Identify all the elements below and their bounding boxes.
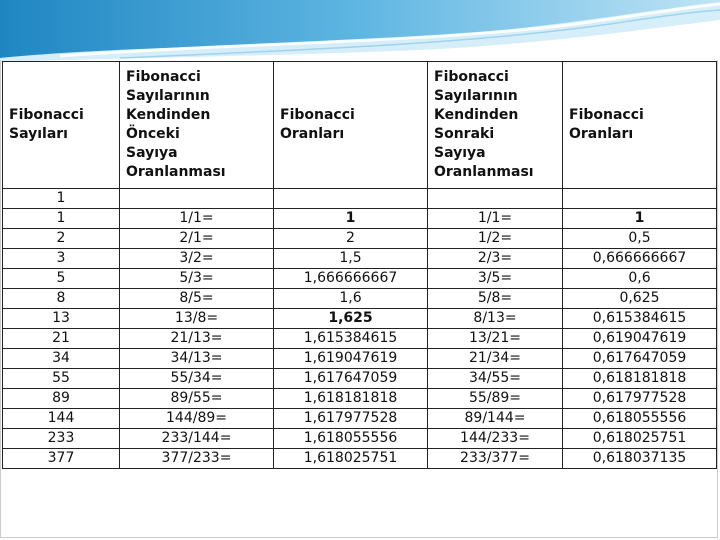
header-line: Önceki [126, 126, 180, 142]
cell-ratio-previous-value: 1,617977528 [274, 409, 428, 429]
cell-ratio-previous-expr: 377/233= [120, 449, 274, 469]
cell-fibonacci-number: 377 [3, 449, 120, 469]
table-row [3, 229, 717, 249]
table-row [3, 289, 717, 309]
cell-ratio-next-expr: 2/3= [428, 249, 563, 269]
header-line: Sayıya [434, 145, 486, 161]
cell-fibonacci-number: 144 [3, 409, 120, 429]
table-row [3, 349, 717, 369]
table-row [3, 409, 717, 429]
cell-ratio-next-value: 0,6 [563, 269, 717, 289]
cell-ratio-previous-value: 1,6 [274, 289, 428, 309]
cell-ratio-previous-expr: 34/13= [120, 349, 274, 369]
cell-ratio-previous-value: 1,618181818 [274, 389, 428, 409]
cell-ratio-previous-value: 1,5 [274, 249, 428, 269]
cell-ratio-next-value: 0,5 [563, 229, 717, 249]
header-line: Sayıya [126, 145, 178, 161]
header-fibonacci-ratios-2 [563, 62, 717, 189]
cell-ratio-next-expr: 233/377= [428, 449, 563, 469]
cell-fibonacci-number: 55 [3, 369, 120, 389]
cell-fibonacci-number: 1 [3, 209, 120, 229]
cell-ratio-next-expr: 1/1= [428, 209, 563, 229]
cell-ratio-next-expr: 13/21= [428, 329, 563, 349]
cell-ratio-previous-expr: 3/2= [120, 249, 274, 269]
header-line: Fibonacci [9, 107, 84, 123]
cell-fibonacci-number: 3 [3, 249, 120, 269]
cell-ratio-previous-value: 1 [274, 209, 428, 229]
cell-ratio-next-expr: 1/2= [428, 229, 563, 249]
cell-fibonacci-number: 2 [3, 229, 120, 249]
cell-ratio-next-expr: 144/233= [428, 429, 563, 449]
cell-ratio-previous-expr: 144/89= [120, 409, 274, 429]
cell-ratio-previous-value [274, 189, 428, 209]
cell-ratio-previous-expr: 233/144= [120, 429, 274, 449]
header-line: Oranlanması [434, 164, 534, 180]
cell-ratio-previous-expr: 2/1= [120, 229, 274, 249]
cell-fibonacci-number: 21 [3, 329, 120, 349]
cell-ratio-next-value: 0,615384615 [563, 309, 717, 329]
header-line: Fibonacci [280, 107, 355, 123]
cell-ratio-previous-value: 2 [274, 229, 428, 249]
cell-ratio-previous-expr: 1/1= [120, 209, 274, 229]
cell-ratio-next-value: 1 [563, 209, 717, 229]
header-line: Fibonacci [569, 107, 644, 123]
cell-ratio-previous-expr: 8/5= [120, 289, 274, 309]
table-row [3, 369, 717, 389]
cell-ratio-next-value: 0,666666667 [563, 249, 717, 269]
cell-ratio-previous-value: 1,617647059 [274, 369, 428, 389]
header-fibonacci-numbers [3, 62, 120, 189]
header-line: Oranları [569, 126, 634, 142]
cell-ratio-next-value: 0,619047619 [563, 329, 717, 349]
cell-ratio-next-value: 0,618055556 [563, 409, 717, 429]
header-line: Kendinden [126, 107, 211, 123]
slide-header-decoration [0, 0, 720, 62]
cell-ratio-previous-expr [120, 189, 274, 209]
cell-ratio-next-value [563, 189, 717, 209]
cell-ratio-previous-value: 1,619047619 [274, 349, 428, 369]
cell-ratio-next-expr: 89/144= [428, 409, 563, 429]
header-line: Sayılarının [434, 88, 518, 104]
header-ratio-to-previous [120, 62, 274, 189]
cell-ratio-next-value: 0,617977528 [563, 389, 717, 409]
table-body [3, 189, 717, 469]
header-ratio-to-next [428, 62, 563, 189]
cell-fibonacci-number: 34 [3, 349, 120, 369]
header-line: Sayıları [9, 126, 68, 142]
table-row [3, 209, 717, 229]
header-fibonacci-ratios-1 [274, 62, 428, 189]
table-row [3, 269, 717, 289]
header-line: Fibonacci [126, 69, 201, 85]
cell-ratio-next-expr: 5/8= [428, 289, 563, 309]
cell-ratio-next-value: 0,617647059 [563, 349, 717, 369]
header-line: Kendinden [434, 107, 519, 123]
wave-banner-icon [0, 0, 720, 62]
cell-ratio-next-value: 0,618181818 [563, 369, 717, 389]
table-row [3, 449, 717, 469]
table-row [3, 329, 717, 349]
table-row [3, 249, 717, 269]
cell-ratio-next-expr: 55/89= [428, 389, 563, 409]
cell-ratio-next-value: 0,625 [563, 289, 717, 309]
cell-fibonacci-number: 1 [3, 189, 120, 209]
cell-ratio-next-expr: 21/34= [428, 349, 563, 369]
fibonacci-ratio-table [2, 61, 717, 469]
cell-ratio-next-expr: 34/55= [428, 369, 563, 389]
table-row [3, 309, 717, 329]
table-row [3, 389, 717, 409]
cell-ratio-previous-value: 1,618025751 [274, 449, 428, 469]
cell-ratio-previous-expr: 55/34= [120, 369, 274, 389]
table-header-row [3, 62, 717, 189]
header-line: Oranlanması [126, 164, 226, 180]
table-row [3, 189, 717, 209]
cell-ratio-next-expr: 8/13= [428, 309, 563, 329]
cell-ratio-previous-value: 1,625 [274, 309, 428, 329]
header-line: Sonraki [434, 126, 495, 142]
cell-fibonacci-number: 5 [3, 269, 120, 289]
header-line: Oranları [280, 126, 345, 142]
cell-ratio-previous-expr: 13/8= [120, 309, 274, 329]
cell-ratio-previous-value: 1,618055556 [274, 429, 428, 449]
header-line: Sayılarının [126, 88, 210, 104]
cell-ratio-previous-value: 1,615384615 [274, 329, 428, 349]
cell-ratio-next-expr [428, 189, 563, 209]
cell-ratio-next-value: 0,618025751 [563, 429, 717, 449]
cell-fibonacci-number: 13 [3, 309, 120, 329]
table-row [3, 429, 717, 449]
cell-fibonacci-number: 89 [3, 389, 120, 409]
cell-ratio-next-value: 0,618037135 [563, 449, 717, 469]
cell-ratio-previous-value: 1,666666667 [274, 269, 428, 289]
cell-fibonacci-number: 8 [3, 289, 120, 309]
cell-ratio-previous-expr: 89/55= [120, 389, 274, 409]
cell-ratio-previous-expr: 5/3= [120, 269, 274, 289]
cell-fibonacci-number: 233 [3, 429, 120, 449]
header-line: Fibonacci [434, 69, 509, 85]
cell-ratio-next-expr: 3/5= [428, 269, 563, 289]
cell-ratio-previous-expr: 21/13= [120, 329, 274, 349]
